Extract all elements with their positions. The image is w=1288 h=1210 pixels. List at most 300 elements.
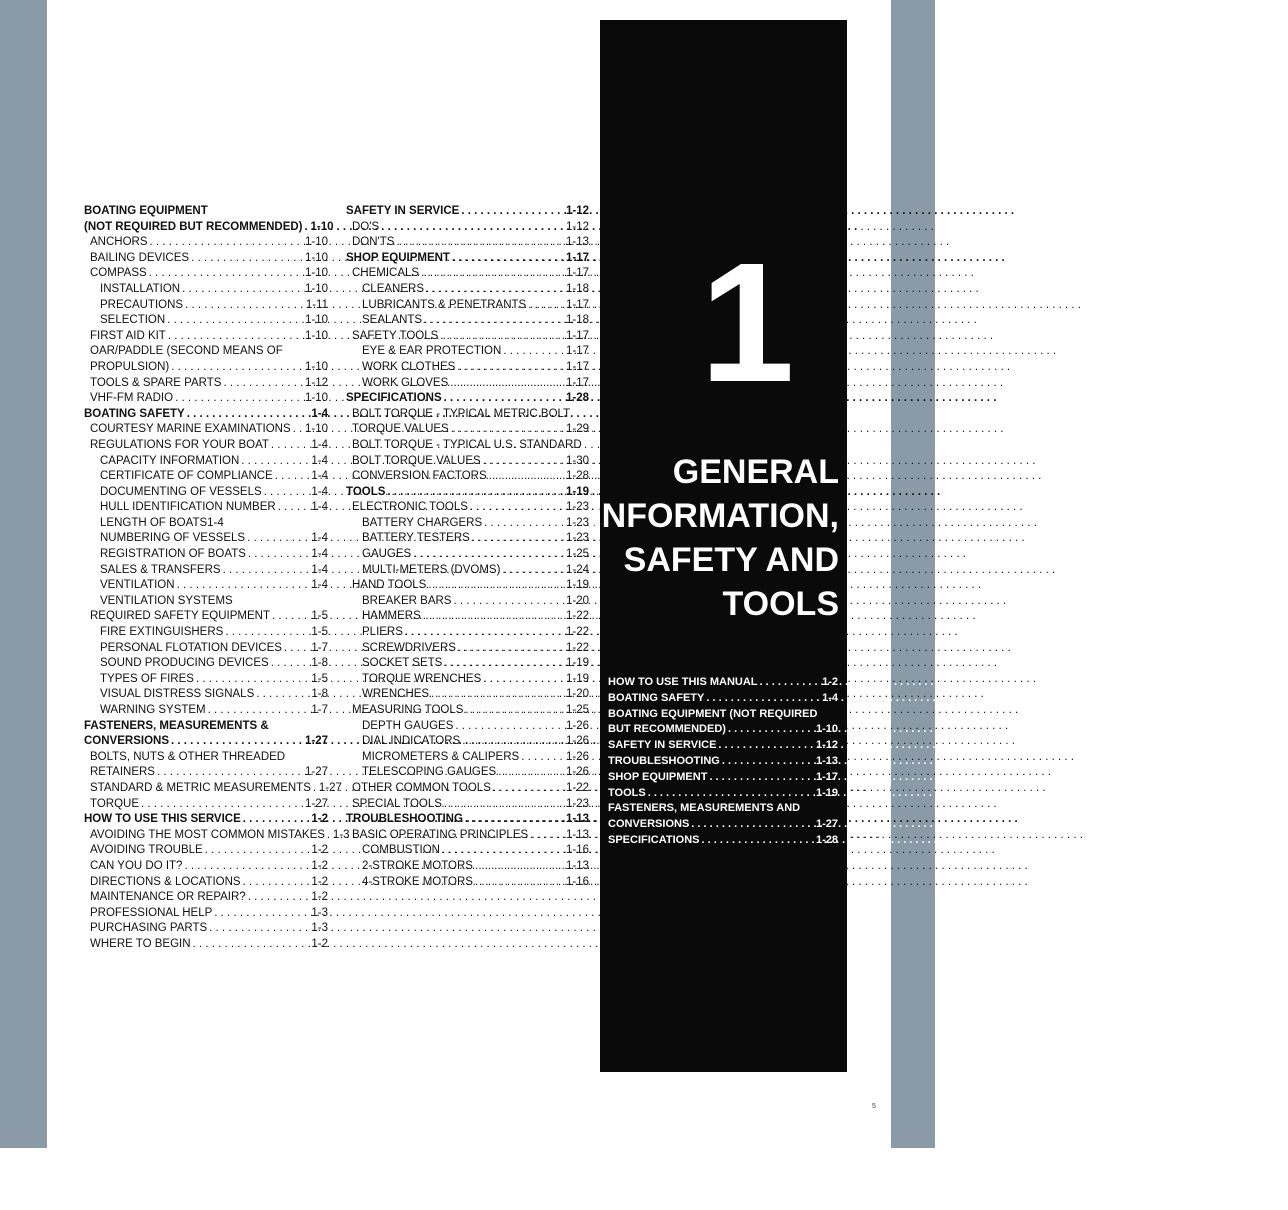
dot-leader	[457, 360, 564, 376]
toc-entry-page: 1-22	[565, 626, 589, 639]
toc-entry-label: LENGTH OF BOATS1-4	[100, 516, 224, 529]
toc-entry[interactable]	[346, 531, 589, 547]
dot-leader	[444, 391, 564, 407]
toc-entry-label: HAND TOOLS	[352, 579, 427, 592]
dot-leader	[483, 454, 564, 470]
toc-entry-label: DIAL INDICATORS	[362, 735, 461, 748]
toc-entry[interactable]	[84, 734, 328, 750]
toc-entry-label: OAR/PADDLE (SECOND MEANS OF	[90, 345, 283, 358]
toc-entry-page: 1-23	[565, 501, 589, 514]
toc-entry[interactable]	[84, 391, 328, 407]
dot-leader	[327, 828, 331, 844]
toc-entry[interactable]	[84, 438, 328, 454]
toc-entry-page: 1-2	[311, 844, 328, 857]
toc-entry-label: CONVERSIONS	[84, 735, 169, 748]
toc-entry[interactable]	[608, 707, 838, 723]
toc-entry[interactable]	[346, 672, 589, 688]
toc-entry-page: 1-26	[565, 766, 589, 779]
dot-leader	[305, 220, 309, 236]
dot-leader	[728, 722, 814, 738]
toc-entry-label: CAPACITY INFORMATION	[100, 454, 240, 467]
toc-entry[interactable]	[84, 531, 328, 547]
toc-entry-page: 1-17	[565, 267, 589, 280]
toc-entry-page: 1-13	[565, 236, 589, 249]
toc-entry[interactable]	[346, 859, 589, 875]
toc-entry[interactable]	[346, 407, 589, 423]
toc-entry[interactable]	[346, 422, 589, 438]
toc-entry[interactable]	[346, 687, 589, 703]
toc-entry-page: 1-27	[304, 735, 328, 748]
toc-entry[interactable]	[84, 875, 328, 891]
dot-leader	[256, 687, 309, 703]
toc-entry[interactable]	[84, 890, 328, 906]
dot-leader	[214, 906, 309, 922]
toc-entry-label: BAILING DEVICES	[90, 251, 190, 264]
toc-entry-label: SOUND PRODUCING DEVICES	[100, 657, 269, 670]
toc-entry[interactable]	[346, 547, 589, 563]
dot-leader	[451, 422, 564, 438]
dot-leader	[243, 875, 310, 891]
toc-entry[interactable]	[84, 750, 328, 766]
dot-leader	[381, 220, 564, 236]
toc-entry[interactable]	[84, 376, 328, 392]
toc-entry-label: ELECTRONIC TOOLS	[352, 501, 468, 514]
dot-leader	[175, 391, 303, 407]
toc-entry-page: 1-19	[565, 579, 589, 592]
toc-entry-page: 1-4	[311, 454, 328, 467]
chapter-title-line: INFORMATION,	[592, 497, 839, 535]
toc-entry-label: TYPES OF FIRES	[100, 672, 194, 685]
toc-entry[interactable]	[84, 344, 328, 360]
dot-leader	[528, 298, 564, 314]
toc-entry[interactable]	[84, 313, 328, 329]
dot-leader	[470, 500, 564, 516]
toc-entry[interactable]	[84, 921, 328, 937]
dot-leader	[503, 344, 564, 360]
toc-entry-page: 1-26	[565, 735, 589, 748]
toc-entry[interactable]	[84, 235, 328, 251]
toc-entry[interactable]	[346, 344, 589, 360]
dot-leader	[502, 563, 564, 579]
dot-leader	[706, 691, 820, 707]
toc-entry[interactable]	[84, 765, 328, 781]
toc-entry[interactable]	[346, 438, 589, 454]
toc-entry[interactable]	[84, 859, 328, 875]
toc-entry-page: 1-10	[304, 236, 328, 249]
scan-edge-left	[0, 0, 47, 1148]
toc-entry[interactable]	[346, 765, 589, 781]
toc-entry-page: 1-17	[565, 376, 589, 389]
toc-entry-label: BOLTS, NUTS & OTHER THREADED	[90, 750, 286, 763]
dot-leader	[275, 469, 310, 485]
toc-entry-page: 1-5	[311, 672, 328, 685]
toc-entry[interactable]	[84, 828, 350, 844]
toc-entry-label: BUT RECOMMENDED)	[608, 723, 726, 736]
toc-entry-label: VHF-FM RADIO	[90, 392, 174, 405]
toc-entry-page: 1-4	[822, 691, 838, 704]
dot-leader	[465, 703, 564, 719]
toc-entry-page: 1-4	[311, 563, 328, 576]
dot-leader	[462, 734, 564, 750]
toc-entry-label: BASIC OPERATING PRINCIPLES	[352, 828, 529, 841]
toc-entry-label: WARNING SYSTEM	[100, 704, 206, 716]
toc-entry[interactable]	[346, 469, 589, 485]
toc-entry-page: 1-27	[318, 781, 342, 794]
dot-leader	[450, 376, 564, 392]
toc-entry-page: 1-10	[310, 220, 334, 233]
toc-entry-label: REQUIRED SAFETY EQUIPMENT	[90, 610, 270, 623]
dot-leader	[718, 738, 814, 754]
toc-entry[interactable]	[84, 578, 328, 594]
toc-entry-label: REGISTRATION OF BOATS	[100, 548, 246, 561]
toc-entry[interactable]	[346, 251, 589, 267]
dot-leader	[185, 298, 304, 314]
toc-entry-label: VENTILATION	[100, 579, 175, 592]
dot-leader	[442, 843, 564, 859]
toc-entry-page: 1-19	[565, 672, 589, 685]
toc-entry[interactable]	[346, 641, 589, 657]
toc-entry-label: COMBUSTION	[362, 844, 440, 857]
toc-entry[interactable]	[84, 469, 328, 485]
toc-entry-label: BATTERY CHARGERS	[362, 516, 483, 529]
toc-entry-page: 1-17	[815, 770, 838, 783]
toc-entry-label: PERSONAL FLOTATION DEVICES	[100, 641, 282, 654]
toc-entry-label: TELESCOPING GAUGES	[362, 766, 497, 779]
toc-entry[interactable]	[346, 812, 589, 828]
dot-leader	[223, 376, 303, 392]
toc-entry-page: 1-22	[565, 781, 589, 794]
toc-entry-label: DO'S	[352, 220, 380, 233]
toc-entry[interactable]	[84, 687, 328, 703]
toc-entry-page: 1-12	[565, 220, 589, 233]
toc-entry[interactable]	[346, 516, 589, 532]
toc-entry-page: 1-26	[565, 750, 589, 763]
toc-entry[interactable]	[84, 625, 328, 641]
toc-entry-page: 1-3	[311, 906, 328, 919]
toc-entry[interactable]	[84, 797, 328, 813]
toc-entry-page: 1-10	[304, 360, 328, 373]
dot-leader	[701, 833, 813, 849]
dot-leader	[167, 313, 303, 329]
toc-entry[interactable]	[346, 875, 589, 891]
toc-entry-page: 1-3	[311, 922, 328, 935]
toc-entry-label: MEASURING TOOLS	[352, 704, 464, 716]
toc-entry[interactable]	[608, 691, 838, 707]
toc-entry-label: SPECIFICATIONS	[346, 392, 442, 405]
toc-entry-page: 1-28	[565, 470, 589, 483]
toc-entry-label: GAUGES	[362, 548, 412, 561]
toc-entry[interactable]	[84, 220, 334, 236]
toc-entry-page: 1-13	[565, 813, 589, 826]
toc-entry-label: DEPTH GAUGES	[362, 719, 454, 732]
toc-entry-label: CONVERSIONS	[608, 818, 690, 831]
toc-entry[interactable]	[84, 407, 328, 423]
dot-leader	[530, 828, 564, 844]
toc-entry-label: TORQUE	[90, 797, 139, 810]
toc-entry-label: FIRE EXTINGUISHERS	[100, 626, 224, 639]
toc-entry-label: VENTILATION SYSTEMS	[100, 594, 233, 607]
toc-entry-label: HOW TO USE THIS SERVICE	[84, 813, 241, 826]
toc-entry[interactable]	[346, 329, 589, 345]
toc-entry[interactable]	[346, 843, 589, 859]
dot-leader	[421, 266, 564, 282]
toc-entry[interactable]	[84, 719, 328, 735]
toc-entry-page: 1-4	[311, 470, 328, 483]
toc-entry-page: 1-2	[311, 937, 328, 950]
dot-leader	[431, 687, 564, 703]
dot-leader	[264, 485, 310, 501]
toc-entry-page: 1-10	[304, 282, 328, 295]
toc-entry[interactable]	[346, 220, 589, 236]
toc-entry[interactable]	[608, 786, 838, 802]
toc-entry-label: PROFESSIONAL HELP	[90, 906, 213, 919]
toc-entry[interactable]	[84, 500, 328, 516]
toc-entry[interactable]	[346, 703, 589, 719]
toc-entry[interactable]	[346, 609, 589, 625]
dot-leader	[484, 516, 564, 532]
toc-entry[interactable]	[346, 266, 589, 282]
toc-entry[interactable]	[84, 703, 328, 719]
toc-entry[interactable]	[84, 672, 328, 688]
chapter-title-line: SAFETY AND	[623, 541, 839, 579]
toc-entry[interactable]	[346, 781, 589, 797]
toc-entry[interactable]	[346, 656, 589, 672]
toc-entry-label: TORQUE VALUES	[352, 423, 449, 436]
dot-leader	[424, 313, 564, 329]
toc-entry-label: WORK GLOVES	[362, 376, 449, 389]
toc-entry[interactable]	[84, 641, 328, 657]
toc-entry[interactable]	[346, 485, 589, 501]
dot-leader	[150, 235, 303, 251]
toc-entry-page: 1-2	[311, 875, 328, 888]
toc-entry[interactable]	[608, 770, 838, 786]
dot-leader	[452, 251, 564, 267]
toc-entry-label: HAMMERS	[362, 610, 421, 623]
toc-entry[interactable]	[608, 817, 838, 833]
toc-entry-label: CAN YOU DO IT?	[90, 859, 183, 872]
toc-entry[interactable]	[346, 719, 589, 735]
toc-entry-page: 1-16	[565, 875, 589, 888]
toc-entry-page: 1-17	[565, 360, 589, 373]
toc-entry[interactable]	[346, 204, 589, 220]
toc-entry-page: 1-4	[311, 485, 328, 498]
toc-entry-label: SHOP EQUIPMENT	[608, 770, 708, 783]
dot-leader	[489, 469, 564, 485]
toc-entry-label: 4-STROKE MOTORS	[362, 875, 473, 888]
toc-entry[interactable]	[84, 609, 328, 625]
toc-entry[interactable]	[84, 781, 342, 797]
toc-entry[interactable]	[84, 563, 328, 579]
toc-entry-page: 1-27	[304, 766, 328, 779]
scan-bottom-margin	[0, 1148, 935, 1210]
dot-leader	[243, 812, 310, 828]
toc-entry-label: BOATING SAFETY	[608, 691, 705, 704]
toc-entry-label: BOLT TORQUE - TYPICAL U.S. STANDARD	[352, 438, 582, 451]
toc-entry-label: BOATING EQUIPMENT	[84, 205, 208, 217]
toc-entry[interactable]	[346, 578, 589, 594]
chapter-title-line: TOOLS	[722, 585, 839, 623]
toc-entry-label: LUBRICANTS & PENETRANTS	[362, 298, 527, 311]
dot-leader	[184, 859, 309, 875]
toc-entry-page: 1-4	[311, 579, 328, 592]
toc-entry[interactable]	[346, 828, 589, 844]
toc-entry-label: VISUAL DISTRESS SIGNALS	[100, 688, 255, 701]
chapter-title	[592, 450, 839, 626]
toc-entry[interactable]	[346, 313, 589, 329]
toc-entry-label: SELECTION	[100, 314, 166, 327]
toc-entry[interactable]	[608, 801, 838, 817]
dot-leader	[413, 547, 564, 563]
toc-entry-label: EYE & EAR PROTECTION	[362, 345, 502, 358]
dot-leader	[483, 672, 564, 688]
toc-entry[interactable]	[84, 360, 328, 376]
toc-entry-page: 1-19	[815, 786, 838, 799]
dot-leader	[428, 578, 564, 594]
dot-leader	[149, 266, 303, 282]
toc-entry[interactable]	[346, 391, 589, 407]
dot-leader	[465, 812, 564, 828]
dot-leader	[472, 531, 564, 547]
toc-entry[interactable]	[346, 594, 589, 610]
toc-entry-label: NUMBERING OF VESSELS	[100, 532, 246, 545]
toc-entry[interactable]	[84, 516, 328, 532]
toc-entry-label: SHOP EQUIPMENT	[346, 251, 450, 264]
toc-entry[interactable]	[346, 282, 589, 298]
toc-entry[interactable]	[346, 625, 589, 641]
toc-entry-page: 1-10	[304, 329, 328, 342]
dot-leader	[272, 609, 309, 625]
toc-column-middle	[346, 204, 589, 890]
toc-entry[interactable]	[84, 656, 328, 672]
toc-entry-page: 1-4	[311, 501, 328, 514]
dot-leader	[205, 843, 310, 859]
toc-entry-page: 1-17	[565, 329, 589, 342]
toc-entry[interactable]	[346, 734, 589, 750]
toc-entry-page: 1-20	[565, 594, 589, 607]
toc-entry[interactable]	[84, 485, 328, 501]
toc-entry[interactable]	[346, 563, 589, 579]
toc-entry[interactable]	[84, 251, 328, 267]
toc-entry-label: BOATING SAFETY	[84, 407, 185, 420]
toc-column-left	[84, 204, 350, 953]
chapter-contents-list	[608, 675, 838, 849]
toc-entry[interactable]	[84, 204, 328, 220]
toc-entry[interactable]	[608, 754, 838, 770]
toc-entry-label: CLEANERS	[362, 282, 424, 295]
toc-entry-page: 1-3	[332, 828, 350, 841]
dot-leader	[196, 672, 309, 688]
dot-leader	[475, 875, 564, 891]
toc-entry[interactable]	[346, 454, 589, 470]
toc-entry[interactable]	[346, 500, 589, 516]
toc-entry[interactable]	[608, 738, 838, 754]
toc-entry-page: 1-13	[815, 754, 838, 767]
toc-entry[interactable]	[84, 422, 328, 438]
toc-entry-page: 1-10	[304, 251, 328, 264]
toc-entry-page: 1-18	[565, 282, 589, 295]
toc-entry[interactable]	[346, 797, 589, 813]
dot-leader	[284, 641, 309, 657]
dot-leader	[709, 770, 814, 786]
toc-entry-label: ANCHORS	[90, 236, 148, 249]
toc-entry-page: 1-19	[565, 657, 589, 670]
toc-entry-label: FASTENERS, MEASUREMENTS AND	[608, 802, 801, 815]
toc-entry-label: BOLT TORQUE VALUES	[352, 454, 481, 467]
toc-entry[interactable]	[84, 906, 328, 922]
dot-leader	[171, 734, 303, 750]
toc-entry-label: WHERE TO BEGIN	[90, 937, 191, 950]
toc-entry[interactable]	[84, 266, 328, 282]
dot-leader	[225, 625, 309, 641]
toc-entry-page: 1-17	[565, 298, 589, 311]
toc-entry[interactable]	[346, 750, 589, 766]
toc-entry[interactable]	[346, 376, 589, 392]
toc-entry-page: 1-25	[565, 548, 589, 561]
toc-entry-page: 1-19	[565, 485, 589, 498]
toc-entry[interactable]	[84, 547, 328, 563]
toc-entry[interactable]	[84, 937, 328, 953]
toc-entry[interactable]	[608, 833, 838, 849]
toc-entry[interactable]	[84, 812, 328, 828]
toc-entry-label: INSTALLATION	[100, 282, 181, 295]
toc-entry[interactable]	[608, 722, 838, 738]
toc-entry-page: 1-12	[565, 205, 589, 217]
toc-entry-label: MICROMETERS & CALIPERS	[362, 750, 520, 763]
dot-leader	[271, 656, 310, 672]
toc-entry[interactable]	[84, 454, 328, 470]
toc-entry-page: 1-13	[565, 828, 589, 841]
toc-entry-page: 1-27	[304, 797, 328, 810]
dot-leader	[444, 797, 564, 813]
toc-entry-label: MULTI-METERS (DVOMS)	[362, 563, 501, 576]
toc-entry-label: AVOIDING THE MOST COMMON MISTAKES	[90, 828, 325, 841]
toc-entry[interactable]	[346, 360, 589, 376]
toc-entry[interactable]	[346, 235, 589, 251]
toc-entry-page: 1-22	[565, 641, 589, 654]
toc-entry-label: WRENCHES	[362, 688, 430, 701]
dot-leader	[444, 656, 564, 672]
dot-leader	[193, 937, 310, 953]
toc-entry[interactable]	[346, 298, 589, 314]
dot-leader	[521, 750, 564, 766]
toc-entry-page: 1-23	[565, 516, 589, 529]
toc-entry-page: 1-10	[815, 723, 838, 736]
toc-entry-page: 1-29	[565, 423, 589, 436]
toc-entry[interactable]	[84, 298, 328, 314]
dot-leader	[498, 765, 564, 781]
toc-entry-label: WORK CLOTHES	[362, 360, 456, 373]
toc-entry[interactable]	[84, 843, 328, 859]
toc-entry-label: SAFETY TOOLS	[352, 329, 439, 342]
dot-leader	[691, 817, 814, 833]
toc-entry[interactable]	[84, 329, 328, 345]
dot-leader	[177, 578, 310, 594]
dot-leader	[271, 438, 309, 454]
toc-entry[interactable]	[608, 675, 838, 691]
dot-leader	[278, 500, 310, 516]
toc-entry[interactable]	[84, 282, 328, 298]
toc-entry-label: STANDARD & METRIC MEASUREMENTS	[90, 781, 311, 794]
toc-entry-page: 1-2	[311, 813, 328, 826]
toc-entry-page: 1-2	[311, 891, 328, 904]
toc-entry-page: 1-10	[304, 267, 328, 280]
toc-entry-label: 2-STROKE MOTORS	[362, 859, 473, 872]
toc-entry-page: 1-28	[565, 392, 589, 405]
toc-entry[interactable]	[84, 594, 328, 610]
chapter-title-line: GENERAL	[672, 453, 839, 491]
dot-leader	[493, 781, 564, 797]
dot-leader	[168, 329, 303, 345]
